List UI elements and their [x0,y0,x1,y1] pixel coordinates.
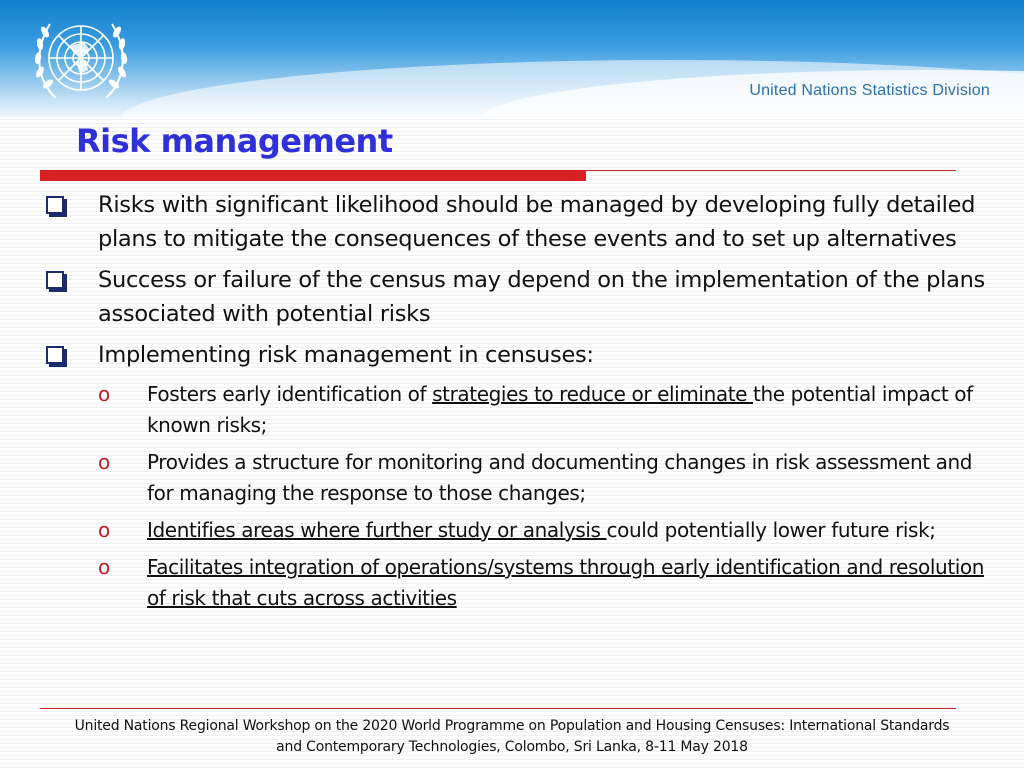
sub-bullet-item [40,515,1000,546]
sub-bullet-item [40,379,1000,441]
bullet-item [40,263,1000,331]
sub-bullet-item [40,447,1000,509]
bullet-text: Success or failure of the census may depend on the implementation of the plans associated with potential risks [98,267,985,327]
footer-line: United Nations Regional Workshop on the 2020 World Programme on Population and Housing Censuses: International Standards [74,718,950,734]
circle-bullet-marker: o [98,555,110,579]
sub-bullet-text-plain: Provides a structure for monitoring and documenting changes in risk assessment and for managing the response to those changes; [147,450,973,505]
title-accent-bar [40,170,586,181]
circle-bullet-marker: o [98,450,110,474]
checkbox-bullet-icon [46,271,64,289]
checkbox-bullet-icon [46,346,64,364]
organization-name: United Nations Statistics Division [749,82,990,99]
bullet-item [40,188,1000,256]
sub-bullet-text-underlined: Identifies areas where further study or analysis [147,518,607,542]
sub-bullet-text-underlined: strategies to reduce or eliminate [432,382,754,406]
footer [40,716,984,758]
bullet-text: Implementing risk management in censuses: [98,342,594,368]
bullet-item [40,338,1000,372]
slide-content [40,188,1000,620]
sub-bullet-item [40,552,1000,614]
slide-title: Risk management [76,122,393,160]
circle-bullet-marker: o [98,382,110,406]
sub-bullet-text-plain: could potentially lower future risk; [606,518,936,542]
header-band [0,0,1024,118]
sub-bullet-text-plain: the potential impact of known risks; [147,382,973,437]
checkbox-bullet-icon [46,196,64,214]
footer-divider [40,708,956,709]
bullet-text: Risks with significant likelihood should be managed by developing fully detailed plans to mitigate the consequences of these events and to set up alternatives [98,192,976,252]
sub-bullet-text-plain: Fosters early identification of [147,382,433,406]
circle-bullet-marker: o [98,518,110,542]
footer-line: and Contemporary Technologies, Colombo, Sri Lanka, 8-11 May 2018 [276,739,748,755]
sub-bullet-text-underlined: Facilitates integration of operations/systems through early identification and resolution of risk that cuts across activities [147,555,985,610]
un-emblem-icon [26,10,136,110]
